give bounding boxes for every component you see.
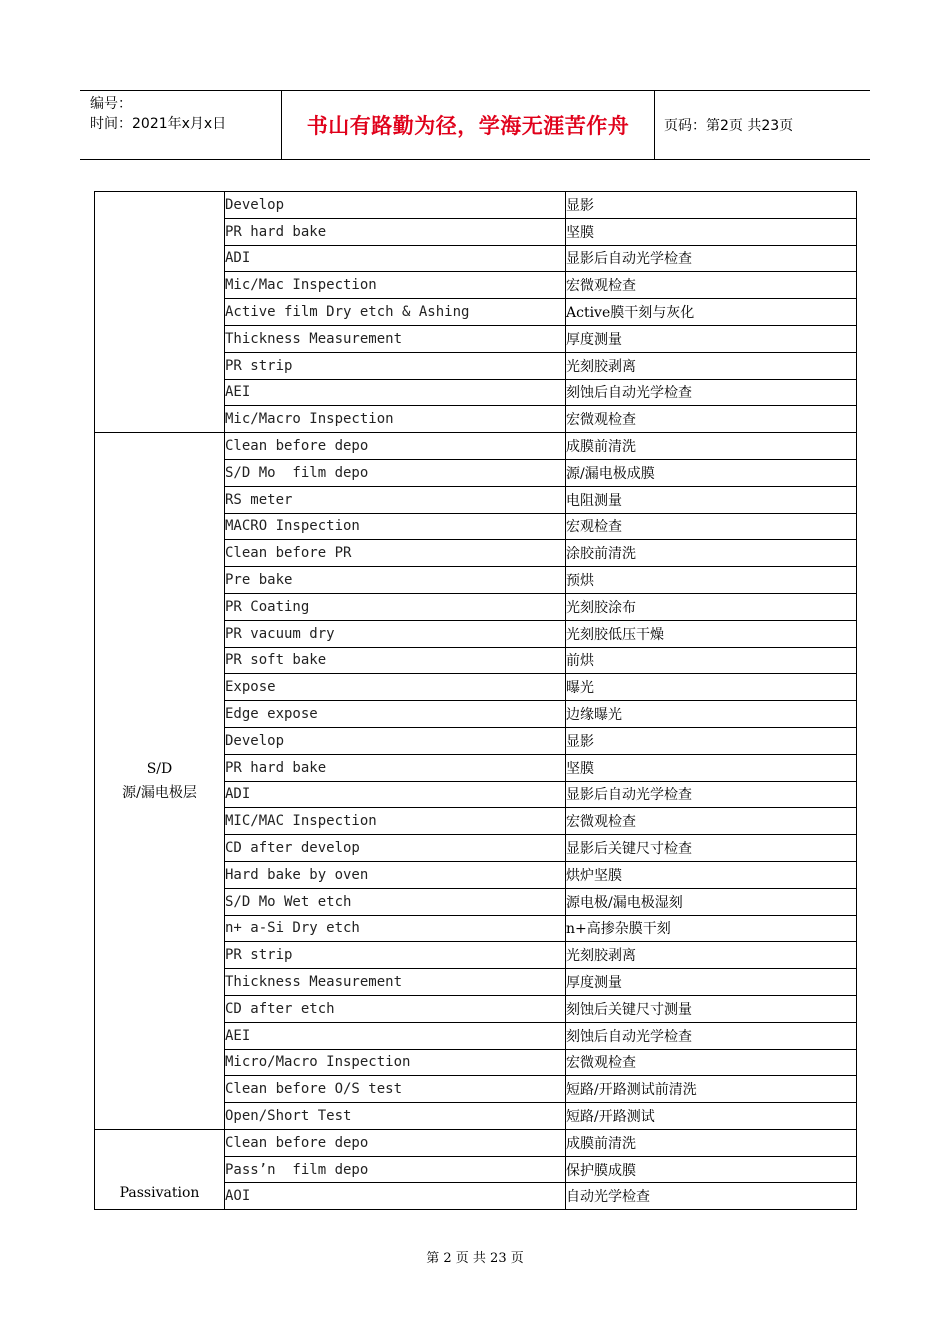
step-name-en: PR soft bake [225, 647, 566, 674]
step-name-zh: 显影 [566, 727, 857, 754]
step-name-zh: 显影 [566, 192, 857, 219]
step-name-zh: 光刻胶剥离 [566, 352, 857, 379]
step-name-en: Hard bake by oven [225, 861, 566, 888]
step-name-en: Expose [225, 674, 566, 701]
step-name-en: Mic/Macro Inspection [225, 406, 566, 433]
step-name-zh: 涂胶前清洗 [566, 540, 857, 567]
step-name-zh: 显影后自动光学检查 [566, 781, 857, 808]
step-name-en: AEI [225, 1022, 566, 1049]
step-name-en: Thickness Measurement [225, 325, 566, 352]
step-name-en: Active film Dry etch & Ashing [225, 299, 566, 326]
step-name-en: Mic/Mac Inspection [225, 272, 566, 299]
step-name-zh: 成膜前清洗 [566, 433, 857, 460]
step-name-en: MIC/MAC Inspection [225, 808, 566, 835]
step-name-en: n+ a-Si Dry etch [225, 915, 566, 942]
header-divider [654, 91, 655, 159]
step-name-zh: 边缘曝光 [566, 701, 857, 728]
header-page-label: 页码：第2页 共23页 [664, 118, 794, 134]
step-name-zh: 前烘 [566, 647, 857, 674]
step-name-en: PR vacuum dry [225, 620, 566, 647]
step-name-zh: 光刻胶低压干燥 [566, 620, 857, 647]
step-name-en: PR strip [225, 352, 566, 379]
step-name-zh: 电阻测量 [566, 486, 857, 513]
step-name-en: PR hard bake [225, 754, 566, 781]
step-name-zh: 自动光学检查 [566, 1183, 857, 1210]
step-name-zh: 保护膜成膜 [566, 1156, 857, 1183]
step-name-en: S/D Mo Wet etch [225, 888, 566, 915]
step-name-en: Clean before PR [225, 540, 566, 567]
number-label: 编号： [90, 96, 132, 112]
step-name-zh: 显影后关键尺寸检查 [566, 835, 857, 862]
step-name-en: Clean before O/S test [225, 1076, 566, 1103]
process-table-body [95, 192, 857, 1210]
header-left [90, 94, 226, 134]
step-name-en: AEI [225, 379, 566, 406]
step-name-zh: Active膜干刻与灰化 [566, 299, 857, 326]
step-name-zh: 短路/开路测试前清洗 [566, 1076, 857, 1103]
step-name-en: Develop [225, 727, 566, 754]
process-table [94, 191, 857, 1210]
step-name-en: Edge expose [225, 701, 566, 728]
stage-label-line: Passivation [119, 1185, 200, 1202]
stage-label [95, 192, 225, 433]
step-name-zh: 宏微观检查 [566, 272, 857, 299]
step-name-zh: 成膜前清洗 [566, 1129, 857, 1156]
step-name-en: CD after etch [225, 995, 566, 1022]
step-name-en: Pre bake [225, 567, 566, 594]
step-name-zh: 厚度测量 [566, 325, 857, 352]
step-name-zh: 宏观检查 [566, 513, 857, 540]
step-name-zh: 短路/开路测试 [566, 1103, 857, 1130]
step-name-en: Pass’n film depo [225, 1156, 566, 1183]
step-name-en: RS meter [225, 486, 566, 513]
step-name-en: Clean before depo [225, 1129, 566, 1156]
step-name-zh: 刻蚀后自动光学检查 [566, 1022, 857, 1049]
step-name-zh: 源/漏电极成膜 [566, 459, 857, 486]
step-name-zh: 宏微观检查 [566, 808, 857, 835]
step-name-zh: 曝光 [566, 674, 857, 701]
table-row [95, 433, 857, 460]
table-row [95, 192, 857, 219]
step-name-zh: 预烘 [566, 567, 857, 594]
header-motto: 书山有路勤为径，学海无涯苦作舟 [306, 113, 630, 138]
step-name-en: Develop [225, 192, 566, 219]
step-name-en: AOI [225, 1183, 566, 1210]
stage-label [95, 1129, 225, 1209]
step-name-en: Thickness Measurement [225, 969, 566, 996]
step-name-en: Clean before depo [225, 433, 566, 460]
step-name-zh: 源电极/漏电极湿刻 [566, 888, 857, 915]
stage-label [95, 433, 225, 1130]
step-name-en: PR hard bake [225, 218, 566, 245]
page-footer: 第 2 页 共 23 页 [426, 1251, 524, 1266]
step-name-zh: 光刻胶剥离 [566, 942, 857, 969]
step-name-en: Micro/Macro Inspection [225, 1049, 566, 1076]
table-row [95, 1129, 857, 1156]
step-name-en: MACRO Inspection [225, 513, 566, 540]
stage-label-line: 源/漏电极层 [122, 785, 197, 802]
step-name-en: ADI [225, 781, 566, 808]
step-name-en: PR strip [225, 942, 566, 969]
step-name-zh: n+高掺杂膜干刻 [566, 915, 857, 942]
date-label: 时间：2021年x月x日 [90, 116, 227, 132]
step-name-en: Open/Short Test [225, 1103, 566, 1130]
step-name-zh: 显影后自动光学检查 [566, 245, 857, 272]
step-name-zh: 光刻胶涂布 [566, 593, 857, 620]
step-name-zh: 坚膜 [566, 754, 857, 781]
step-name-zh: 烘炉坚膜 [566, 861, 857, 888]
step-name-en: S/D Mo film depo [225, 459, 566, 486]
step-name-zh: 刻蚀后关键尺寸测量 [566, 995, 857, 1022]
step-name-zh: 坚膜 [566, 218, 857, 245]
document-header [80, 90, 870, 160]
step-name-en: PR Coating [225, 593, 566, 620]
step-name-zh: 宏微观检查 [566, 1049, 857, 1076]
step-name-zh: 宏微观检查 [566, 406, 857, 433]
step-name-zh: 厚度测量 [566, 969, 857, 996]
step-name-en: CD after develop [225, 835, 566, 862]
step-name-zh: 刻蚀后自动光学检查 [566, 379, 857, 406]
stage-label-line: S/D [146, 761, 173, 778]
step-name-en: ADI [225, 245, 566, 272]
